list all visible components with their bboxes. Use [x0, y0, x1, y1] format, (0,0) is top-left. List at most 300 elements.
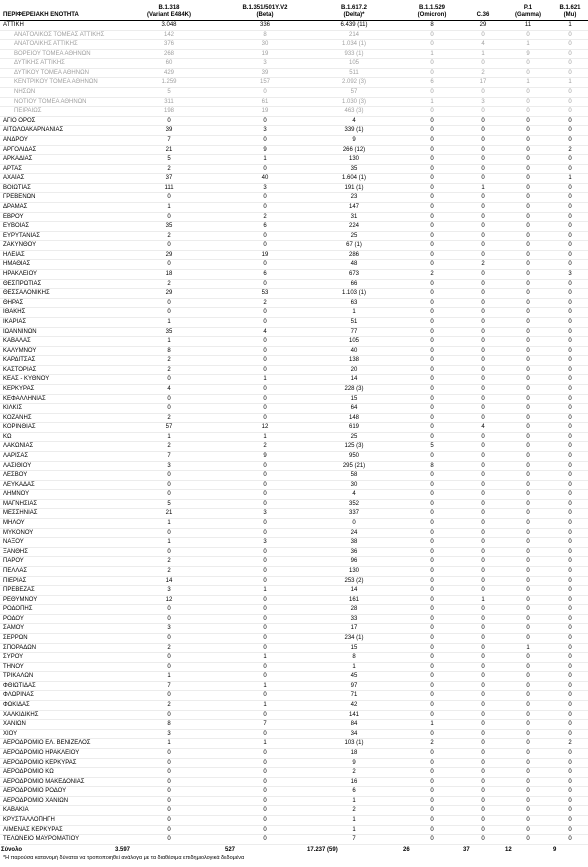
- cell-b1621: 0: [552, 624, 588, 634]
- cell-b1351: 0: [224, 777, 306, 787]
- cell-c36: 0: [462, 624, 504, 634]
- cell-p1: 0: [504, 748, 552, 758]
- cell-p1: 0: [504, 595, 552, 605]
- cell-b11529: 0: [402, 710, 462, 720]
- table-row: [0, 317, 588, 327]
- table-row: [0, 490, 588, 500]
- cell-b11529: 0: [402, 557, 462, 567]
- table-row: [0, 432, 588, 442]
- cell-b16172: 4: [306, 490, 402, 500]
- region-name-cell: ΜΥΚΟΝΟΥ: [0, 528, 114, 538]
- cell-p1: 0: [504, 653, 552, 663]
- table-row: [0, 614, 588, 624]
- cell-p1: 0: [504, 739, 552, 749]
- cell-b16172: 38: [306, 538, 402, 548]
- cell-b1621: 0: [552, 614, 588, 624]
- cell-b1351: 0: [224, 202, 306, 212]
- cell-b1621: 0: [552, 404, 588, 414]
- cell-b16172: 337: [306, 509, 402, 519]
- table-row: [0, 691, 588, 701]
- cell-p1: 0: [504, 298, 552, 308]
- region-name-cell: ΜΗΛΟΥ: [0, 519, 114, 529]
- cell-c36: 0: [462, 806, 504, 816]
- cell-b1351: 0: [224, 231, 306, 241]
- cell-c36: 0: [462, 653, 504, 663]
- cell-b16172: 1: [306, 825, 402, 835]
- cell-b1318: 2: [114, 365, 224, 375]
- cell-b11529: 2: [402, 270, 462, 280]
- region-name-cell: ΛΑΚΩΝΙΑΣ: [0, 442, 114, 452]
- cell-b1351: 6: [224, 270, 306, 280]
- cell-b1621: 0: [552, 519, 588, 529]
- cell-c36: 0: [462, 135, 504, 145]
- cell-b1351: 0: [224, 413, 306, 423]
- cell-c36: 0: [462, 566, 504, 576]
- cell-b1351: 30: [224, 40, 306, 50]
- cell-b1318: 0: [114, 241, 224, 251]
- cell-b11529: 0: [402, 365, 462, 375]
- table-row: [0, 193, 588, 203]
- region-name-cell: ΚΕΦΑΛΛΗΝΙΑΣ: [0, 394, 114, 404]
- cell-c36: 0: [462, 442, 504, 452]
- region-name-cell: ΖΑΚΥΝΘΟΥ: [0, 241, 114, 251]
- cell-b1351: 61: [224, 97, 306, 107]
- cell-p1: 0: [504, 260, 552, 270]
- cell-b1351: 0: [224, 710, 306, 720]
- cell-c36: 0: [462, 605, 504, 615]
- cell-b16172: 2: [306, 806, 402, 816]
- table-row: [0, 250, 588, 260]
- cell-b1318: 0: [114, 662, 224, 672]
- cell-b1351: 0: [224, 365, 306, 375]
- cell-p1: 0: [504, 97, 552, 107]
- cell-b1318: 0: [114, 825, 224, 835]
- cell-c36: 29: [462, 21, 504, 31]
- table-row: [0, 442, 588, 452]
- cell-b16172: 1: [306, 662, 402, 672]
- cell-b1318: 1: [114, 672, 224, 682]
- cell-b11529: 6: [402, 78, 462, 88]
- cell-b1621: 0: [552, 701, 588, 711]
- cell-p1: 0: [504, 452, 552, 462]
- cell-b11529: 0: [402, 796, 462, 806]
- cell-p1: 0: [504, 691, 552, 701]
- cell-b1351: 0: [224, 634, 306, 644]
- cell-b1621: 0: [552, 202, 588, 212]
- header-row: [0, 0, 588, 21]
- cell-p1: 0: [504, 394, 552, 404]
- region-name-cell: ΛΙΜΕΝΑΣ ΚΕΡΚΥΡΑΣ: [0, 825, 114, 835]
- cell-b11529: 0: [402, 423, 462, 433]
- cell-c36: 0: [462, 787, 504, 797]
- cell-b11529: 0: [402, 471, 462, 481]
- cell-b1621: 0: [552, 672, 588, 682]
- cell-b1621: 0: [552, 59, 588, 69]
- cell-b11529: 0: [402, 40, 462, 50]
- region-name-cell: ΦΛΩΡΙΝΑΣ: [0, 691, 114, 701]
- cell-p1: 9: [504, 49, 552, 59]
- cell-b1621: 0: [552, 327, 588, 337]
- cell-c36: 0: [462, 298, 504, 308]
- region-name-cell: ΑΝΔΡΟΥ: [0, 135, 114, 145]
- cell-c36: 0: [462, 394, 504, 404]
- cell-b16172: 161: [306, 595, 402, 605]
- cell-b11529: 0: [402, 768, 462, 778]
- cell-b1351: 2: [224, 442, 306, 452]
- total-b1621: 9: [552, 844, 588, 855]
- cell-b1351: 0: [224, 528, 306, 538]
- table-row: [0, 212, 588, 222]
- cell-b1318: 2: [114, 164, 224, 174]
- cell-b11529: 0: [402, 643, 462, 653]
- table-row: [0, 595, 588, 605]
- cell-b11529: 0: [402, 576, 462, 586]
- cell-b1318: 5: [114, 499, 224, 509]
- table-row: [0, 461, 588, 471]
- cell-c36: 0: [462, 729, 504, 739]
- cell-b16172: 1: [306, 308, 402, 318]
- cell-b1318: 8: [114, 720, 224, 730]
- cell-b11529: 0: [402, 815, 462, 825]
- cell-b1621: 0: [552, 193, 588, 203]
- cell-b1351: 1: [224, 155, 306, 165]
- cell-b11529: 0: [402, 480, 462, 490]
- cell-b11529: 0: [402, 634, 462, 644]
- cell-b16172: 286: [306, 250, 402, 260]
- cell-c36: 0: [462, 59, 504, 69]
- table-row: [0, 116, 588, 126]
- header-b1318: B.1.318 (Variant E484K): [114, 0, 224, 21]
- cell-b16172: 933 (1): [306, 49, 402, 59]
- region-name-cell: ΒΟΡΕΙΟΥ ΤΟΜΕΑ ΑΘΗΝΩΝ: [0, 49, 114, 59]
- region-name-cell: ΝΑΞΟΥ: [0, 538, 114, 548]
- region-name-cell: ΑΕΡΟΔΡΟΜΙΟ ΚΩ: [0, 768, 114, 778]
- table-row: [0, 126, 588, 136]
- cell-c36: 0: [462, 145, 504, 155]
- cell-p1: 1: [504, 78, 552, 88]
- cell-b1351: 19: [224, 49, 306, 59]
- cell-b16172: 17: [306, 624, 402, 634]
- table-row: [0, 423, 588, 433]
- cell-c36: 0: [462, 250, 504, 260]
- table-row: [0, 825, 588, 835]
- cell-p1: 0: [504, 317, 552, 327]
- cell-c36: 0: [462, 681, 504, 691]
- cell-b1351: 40: [224, 174, 306, 184]
- table-row: [0, 796, 588, 806]
- cell-b1351: 0: [224, 260, 306, 270]
- region-name-cell: ΑΕΡΟΔΡΟΜΙΟ ΚΕΡΚΥΡΑΣ: [0, 758, 114, 768]
- cell-b16172: 105: [306, 59, 402, 69]
- cell-c36: 0: [462, 413, 504, 423]
- cell-b1318: 7: [114, 681, 224, 691]
- cell-b1621: 0: [552, 471, 588, 481]
- header-c36: C.36: [462, 0, 504, 21]
- region-name-cell: ΗΛΕΙΑΣ: [0, 250, 114, 260]
- cell-b11529: 0: [402, 499, 462, 509]
- cell-p1: 0: [504, 509, 552, 519]
- cell-b16172: 1.030 (3): [306, 97, 402, 107]
- table-row: [0, 557, 588, 567]
- table-row: [0, 528, 588, 538]
- region-name-cell: ΗΜΑΘΙΑΣ: [0, 260, 114, 270]
- cell-b11529: 0: [402, 806, 462, 816]
- cell-b1351: 0: [224, 337, 306, 347]
- cell-b11529: 0: [402, 614, 462, 624]
- cell-b16172: 67 (1): [306, 241, 402, 251]
- cell-p1: 0: [504, 308, 552, 318]
- table-row: [0, 231, 588, 241]
- table-body: [0, 21, 588, 845]
- cell-c36: 17: [462, 78, 504, 88]
- cell-b1318: 2: [114, 557, 224, 567]
- cell-c36: 0: [462, 576, 504, 586]
- cell-p1: 0: [504, 528, 552, 538]
- table-row: [0, 183, 588, 193]
- cell-b1621: 0: [552, 365, 588, 375]
- cell-b11529: 0: [402, 30, 462, 40]
- cell-b16172: 1.103 (1): [306, 289, 402, 299]
- cell-b11529: 0: [402, 624, 462, 634]
- cell-b1351: 1: [224, 586, 306, 596]
- cell-b1351: 3: [224, 509, 306, 519]
- cell-p1: 0: [504, 212, 552, 222]
- cell-b11529: 0: [402, 748, 462, 758]
- table-row: [0, 634, 588, 644]
- cell-b1318: 0: [114, 528, 224, 538]
- cell-b16172: 234 (1): [306, 634, 402, 644]
- cell-p1: 0: [504, 806, 552, 816]
- cell-b16172: 36: [306, 547, 402, 557]
- cell-b11529: 0: [402, 337, 462, 347]
- cell-b1351: 0: [224, 758, 306, 768]
- cell-b11529: 0: [402, 547, 462, 557]
- cell-p1: 0: [504, 107, 552, 117]
- header-b1621: B.1.621 (Mu): [552, 0, 588, 21]
- cell-b1621: 0: [552, 777, 588, 787]
- table-row: [0, 145, 588, 155]
- table-row: [0, 653, 588, 663]
- cell-p1: 0: [504, 758, 552, 768]
- cell-c36: 4: [462, 40, 504, 50]
- cell-b1621: 0: [552, 116, 588, 126]
- cell-p1: 0: [504, 375, 552, 385]
- cell-b1318: 1: [114, 538, 224, 548]
- cell-b1621: 0: [552, 787, 588, 797]
- cell-c36: 0: [462, 557, 504, 567]
- region-name-cell: ΑΕΡΟΔΡΟΜΙΟ ΜΑΚΕΔΟΝΙΑΣ: [0, 777, 114, 787]
- cell-b1318: 3: [114, 624, 224, 634]
- table-row: [0, 241, 588, 251]
- cell-b16172: 84: [306, 720, 402, 730]
- cell-b16172: 25: [306, 432, 402, 442]
- cell-b1621: 0: [552, 155, 588, 165]
- table-row: [0, 729, 588, 739]
- region-name-cell: ΧΑΝΙΩΝ: [0, 720, 114, 730]
- cell-b1318: 0: [114, 547, 224, 557]
- region-name-cell: ΠΡΕΒΕΖΑΣ: [0, 586, 114, 596]
- cell-p1: 0: [504, 404, 552, 414]
- cell-b11529: 0: [402, 107, 462, 117]
- cell-b16172: 15: [306, 643, 402, 653]
- cell-b1318: 0: [114, 394, 224, 404]
- cell-b11529: 0: [402, 404, 462, 414]
- cell-b11529: 0: [402, 701, 462, 711]
- cell-p1: 0: [504, 614, 552, 624]
- cell-b11529: 1: [402, 720, 462, 730]
- cell-b16172: 339 (1): [306, 126, 402, 136]
- cell-b1621: 0: [552, 815, 588, 825]
- cell-b1621: 0: [552, 643, 588, 653]
- cell-p1: 0: [504, 461, 552, 471]
- cell-p1: 0: [504, 681, 552, 691]
- cell-b1318: 1: [114, 739, 224, 749]
- cell-p1: 0: [504, 126, 552, 136]
- total-c36: 37: [462, 844, 504, 855]
- cell-b1318: 37: [114, 174, 224, 184]
- region-name-cell: ΛΕΥΚΑΔΑΣ: [0, 480, 114, 490]
- cell-b11529: 0: [402, 375, 462, 385]
- cell-c36: 0: [462, 202, 504, 212]
- cell-b11529: 0: [402, 174, 462, 184]
- cell-b1318: 0: [114, 777, 224, 787]
- cell-b1318: 0: [114, 490, 224, 500]
- cell-c36: 0: [462, 432, 504, 442]
- cell-c36: 0: [462, 471, 504, 481]
- table-row: [0, 346, 588, 356]
- cell-b16172: 51: [306, 317, 402, 327]
- region-name-cell: ΚΑΡΔΙΤΣΑΣ: [0, 356, 114, 366]
- cell-b1351: 9: [224, 452, 306, 462]
- cell-p1: 0: [504, 547, 552, 557]
- cell-c36: 0: [462, 796, 504, 806]
- cell-b11529: 0: [402, 605, 462, 615]
- cell-b11529: 8: [402, 21, 462, 31]
- cell-b1621: 0: [552, 308, 588, 318]
- cell-b16172: 148: [306, 413, 402, 423]
- cell-b1351: 4: [224, 327, 306, 337]
- table-subrow: [0, 40, 588, 50]
- cell-p1: 0: [504, 164, 552, 174]
- region-name-cell: ΝΗΣΩΝ: [0, 88, 114, 98]
- cell-b1318: 0: [114, 212, 224, 222]
- cell-b1351: 0: [224, 825, 306, 835]
- cell-b1351: 0: [224, 461, 306, 471]
- cell-b1351: 0: [224, 135, 306, 145]
- cell-b1351: 0: [224, 787, 306, 797]
- table-row: [0, 298, 588, 308]
- cell-b16172: 228 (3): [306, 384, 402, 394]
- cell-c36: 0: [462, 384, 504, 394]
- region-name-cell: ΚΩ: [0, 432, 114, 442]
- cell-b16172: 8: [306, 653, 402, 663]
- cell-b1318: 0: [114, 298, 224, 308]
- cell-b16172: 33: [306, 614, 402, 624]
- cell-b1351: 19: [224, 250, 306, 260]
- cell-b1318: 0: [114, 835, 224, 845]
- cell-c36: 0: [462, 155, 504, 165]
- cell-b11529: 0: [402, 289, 462, 299]
- cell-b1621: 0: [552, 384, 588, 394]
- cell-b1351: 0: [224, 576, 306, 586]
- cell-b1318: 1.259: [114, 78, 224, 88]
- cell-b11529: 0: [402, 356, 462, 366]
- table-row: [0, 681, 588, 691]
- cell-b1318: 0: [114, 710, 224, 720]
- cell-b1318: 0: [114, 796, 224, 806]
- cell-b11529: 0: [402, 183, 462, 193]
- cell-b1318: 0: [114, 691, 224, 701]
- cell-b1318: 12: [114, 595, 224, 605]
- cell-b11529: 0: [402, 452, 462, 462]
- cell-b1318: 0: [114, 116, 224, 126]
- cell-b1621: 0: [552, 662, 588, 672]
- cell-b1351: 19: [224, 107, 306, 117]
- cell-b1318: 1: [114, 337, 224, 347]
- cell-b16172: 147: [306, 202, 402, 212]
- table-row: [0, 720, 588, 730]
- cell-c36: 0: [462, 547, 504, 557]
- cell-c36: 0: [462, 212, 504, 222]
- region-name-cell: ΑΤΤΙΚΗ: [0, 21, 114, 31]
- cell-b16172: 1.604 (1): [306, 174, 402, 184]
- cell-p1: 0: [504, 701, 552, 711]
- cell-b1351: 0: [224, 308, 306, 318]
- cell-b1318: 376: [114, 40, 224, 50]
- region-name-cell: ΗΡΑΚΛΕΙΟΥ: [0, 270, 114, 280]
- cell-p1: 0: [504, 231, 552, 241]
- region-name-cell: ΑΕΡΟΔΡΟΜΙΟ ΗΡΑΚΛΕΙΟΥ: [0, 748, 114, 758]
- cell-p1: 0: [504, 413, 552, 423]
- cell-b1318: 198: [114, 107, 224, 117]
- cell-c36: 0: [462, 701, 504, 711]
- cell-b1318: 3: [114, 729, 224, 739]
- region-name-cell: ΘΗΡΑΣ: [0, 298, 114, 308]
- table-row: [0, 739, 588, 749]
- table-row: [0, 710, 588, 720]
- cell-c36: 0: [462, 519, 504, 529]
- cell-b11529: 0: [402, 509, 462, 519]
- cell-b1621: 1: [552, 174, 588, 184]
- cell-p1: 0: [504, 672, 552, 682]
- cell-b1318: 142: [114, 30, 224, 40]
- region-name-cell: ΜΑΓΝΗΣΙΑΣ: [0, 499, 114, 509]
- cell-b16172: 28: [306, 605, 402, 615]
- table-row: [0, 308, 588, 318]
- table-row: [0, 643, 588, 653]
- table-row: [0, 701, 588, 711]
- region-name-cell: ΑΕΡΟΔΡΟΜΙΟ ΡΟΔΟΥ: [0, 787, 114, 797]
- region-name-cell: ΚΕΑΣ - ΚΥΘΝΟΥ: [0, 375, 114, 385]
- table-subrow: [0, 88, 588, 98]
- cell-b1318: 0: [114, 404, 224, 414]
- cell-p1: 0: [504, 835, 552, 845]
- table-row: [0, 279, 588, 289]
- cell-b1621: 0: [552, 490, 588, 500]
- cell-c36: 0: [462, 825, 504, 835]
- table-row: [0, 155, 588, 165]
- table-row: [0, 375, 588, 385]
- cell-b1351: 0: [224, 768, 306, 778]
- cell-b11529: 0: [402, 308, 462, 318]
- cell-b16172: 950: [306, 452, 402, 462]
- cell-b1621: 0: [552, 691, 588, 701]
- cell-b11529: 0: [402, 260, 462, 270]
- region-name-cell: ΝΟΤΙΟΥ ΤΟΜΕΑ ΑΘΗΝΩΝ: [0, 97, 114, 107]
- cell-b1351: 1: [224, 653, 306, 663]
- region-name-cell: ΚΙΛΚΙΣ: [0, 404, 114, 414]
- cell-b11529: 0: [402, 116, 462, 126]
